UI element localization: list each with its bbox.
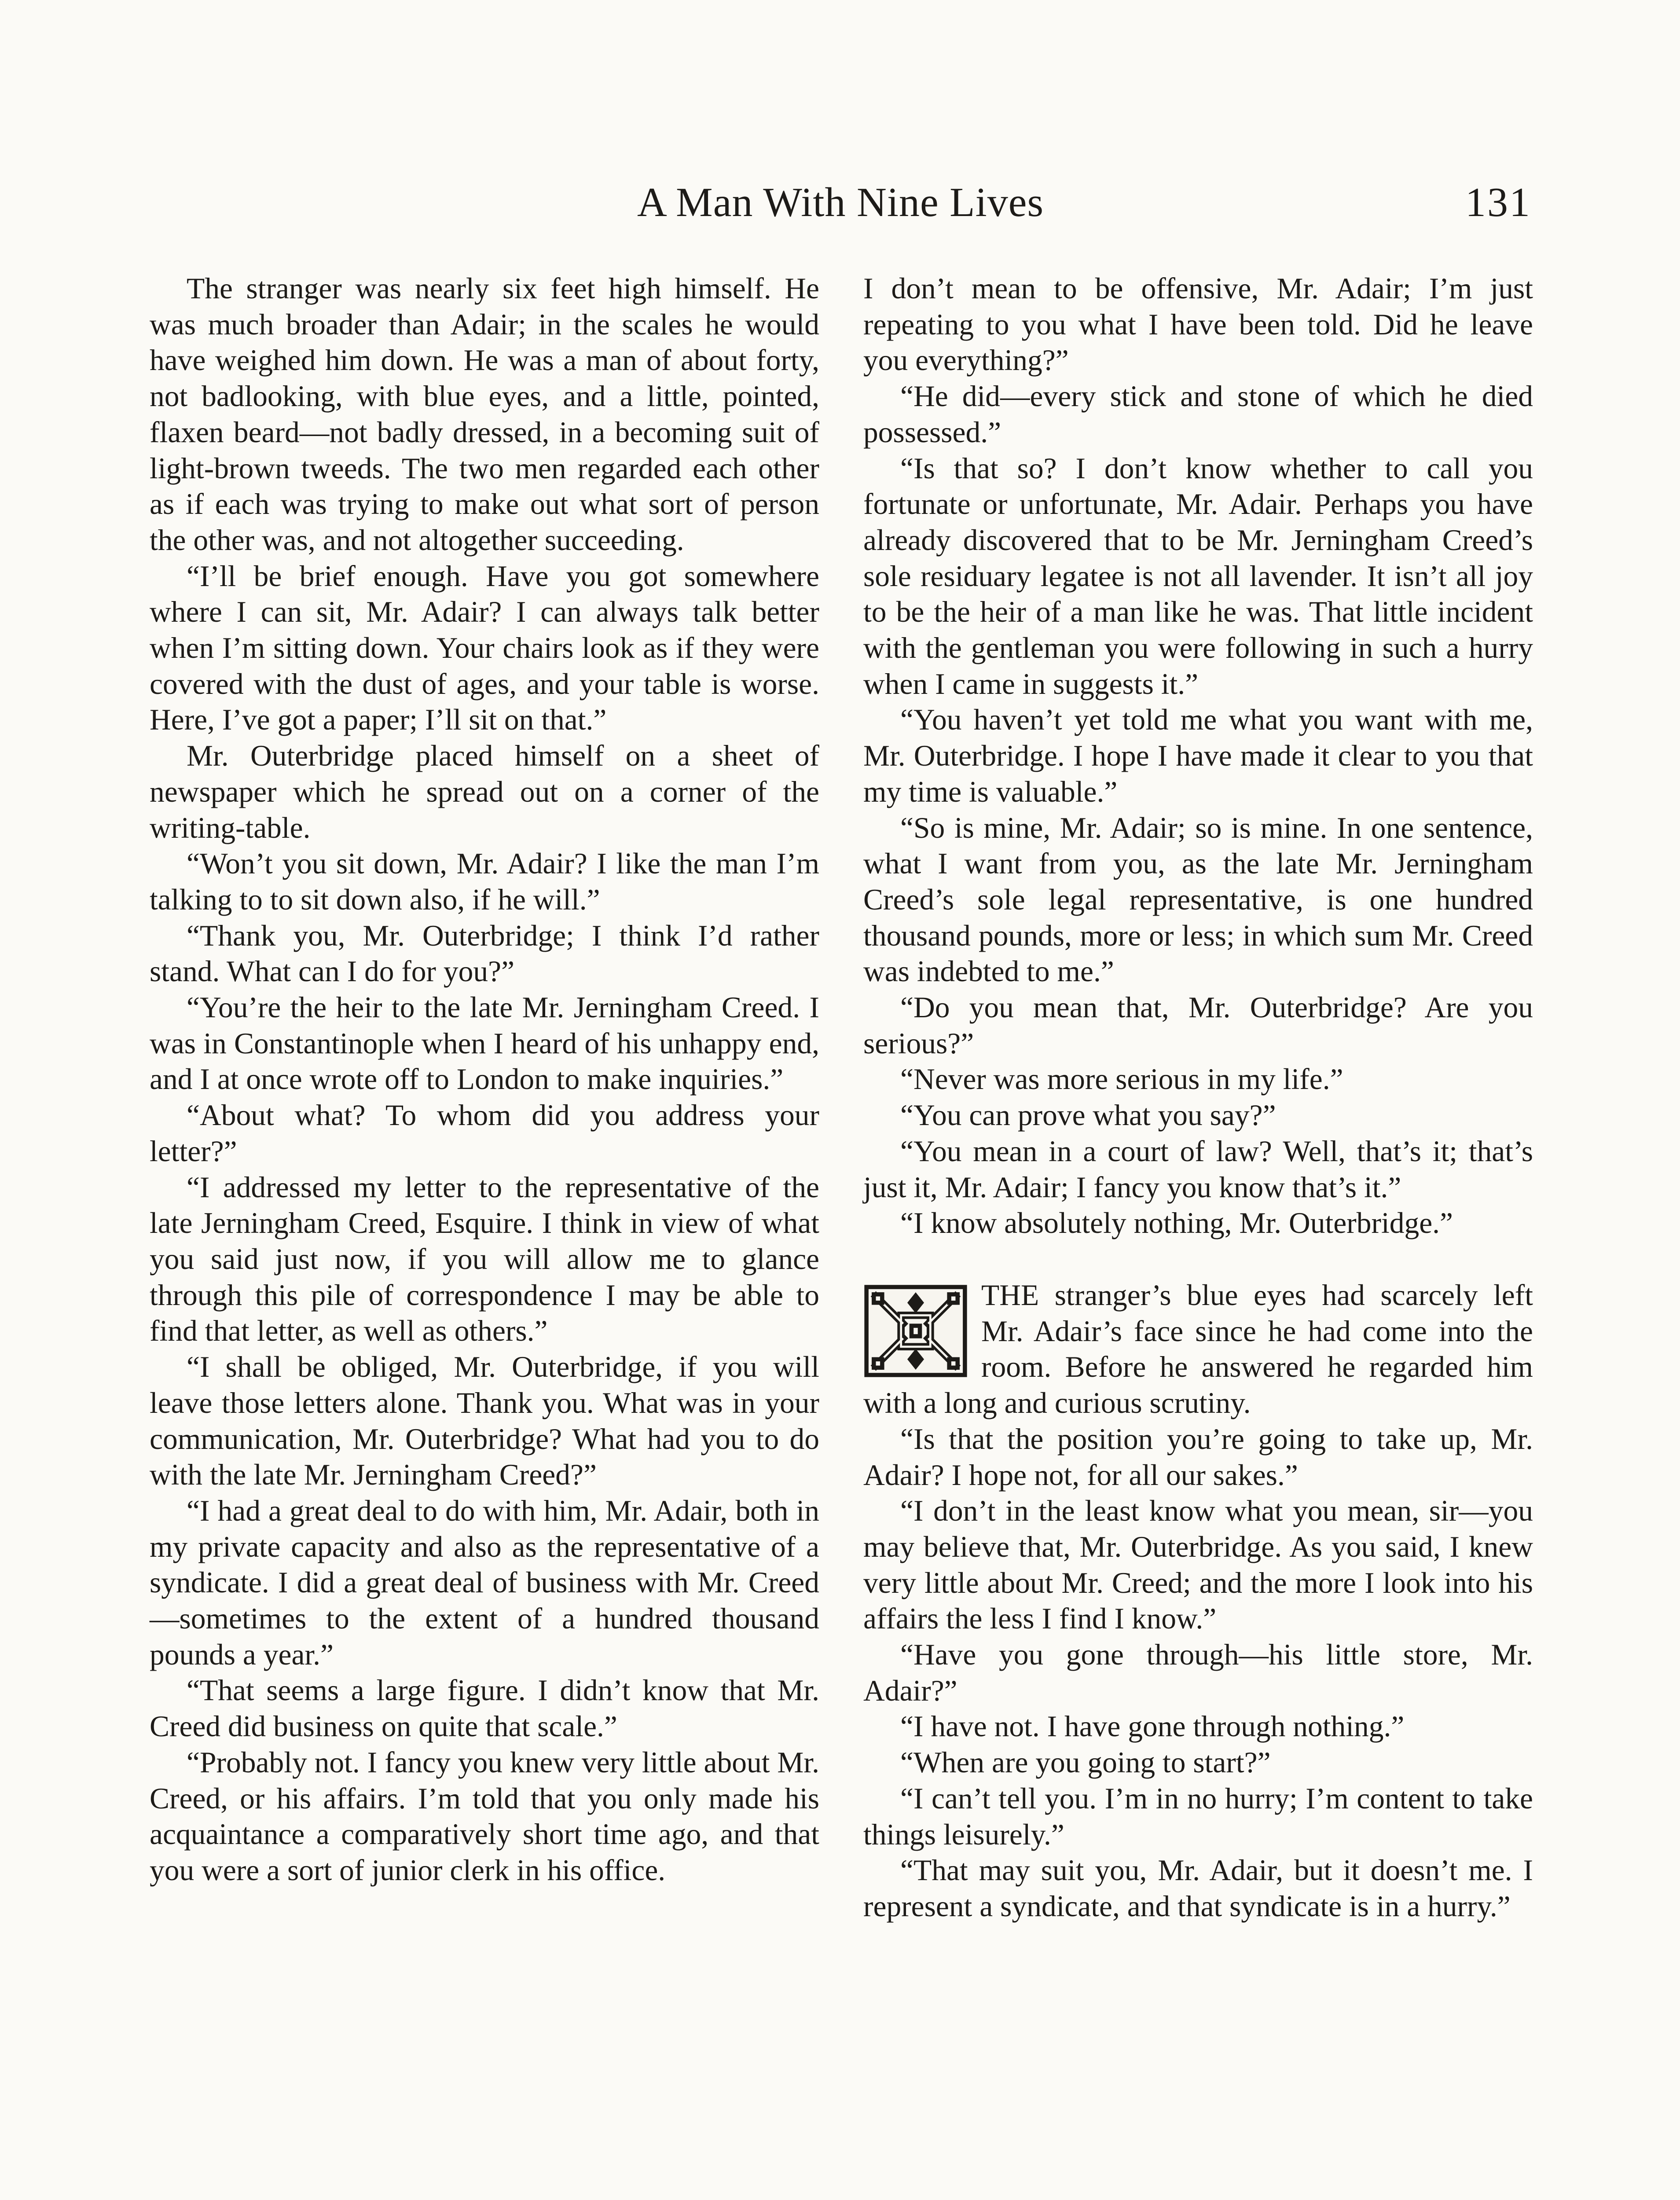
paragraph: “That seems a large figure. I didn’t know that Mr. Creed did business on quite that scale.” bbox=[150, 1674, 819, 1743]
section-break bbox=[863, 1241, 1533, 1277]
paragraph: “When are you going to start?” bbox=[900, 1746, 1271, 1779]
right-column bbox=[863, 271, 1533, 1925]
paragraph: “Do you mean that, Mr. Outerbridge? Are you serious?” bbox=[863, 991, 1533, 1060]
paragraph: “Probably not. I fancy you knew very little about Mr. Creed, or his affairs. I’m told that you only made his acquaintance a comparatively short time ago, and that you were a sort of junior clerk in his office. bbox=[150, 1745, 819, 1887]
paragraph: “I can’t tell you. I’m in no hurry; I’m content to take things leisurely.” bbox=[863, 1782, 1533, 1851]
paragraph: “Is that the position you’re going to take up, Mr. Adair? I hope not, for all our sakes.” bbox=[863, 1422, 1533, 1492]
dropcap-paragraph-text: THE stranger’s blue eyes had scarcely left Mr. Adair’s face since he had come into the room. Before he answered he regarded him with a long and curious scrutiny. bbox=[863, 1278, 1533, 1420]
paragraph: “You’re the heir to the late Mr. Jerningham Creed. I was in Constantinople when I heard of his unhappy end, and I at once wrote off to London to make inquiries.” bbox=[150, 991, 819, 1096]
paragraph: “He did—every stick and stone of which he died possessed.” bbox=[863, 380, 1533, 449]
paragraph-continued: I don’t mean to be offensive, Mr. Adair; I’m just repeating to you what I have been told. Did he leave you everything?” bbox=[863, 272, 1533, 377]
paragraph: “You can prove what you say?” bbox=[900, 1099, 1276, 1132]
celtic-knot-ornament-icon bbox=[863, 1283, 968, 1379]
paragraph: “About what? To whom did you address your letter?” bbox=[150, 1099, 819, 1168]
paragraph: “You mean in a court of law? Well, that’s it; that’s just it, Mr. Adair; I fancy you know that’s it.” bbox=[863, 1134, 1533, 1204]
paragraph: “That may suit you, Mr. Adair, but it doesn’t me. I represent a syndicate, and that syndicate is in a hurry.” bbox=[863, 1854, 1533, 1923]
paragraph: “I have not. I have gone through nothing.” bbox=[900, 1710, 1405, 1743]
page-number: 131 bbox=[1465, 180, 1531, 225]
running-title: A Man With Nine Lives bbox=[637, 180, 1044, 225]
paragraph: “Won’t you sit down, Mr. Adair? I like the man I’m talking to to sit down also, if he will.” bbox=[150, 847, 819, 916]
paragraph: Mr. Outerbridge placed himself on a sheet of newspaper which he spread out on a corner of the writing-table. bbox=[150, 739, 819, 844]
paragraph: “Is that so? I don’t know whether to call you fortunate or unfortunate, Mr. Adair. Perhaps you have already discovered that to be Mr. Jerningham Creed’s sole residuary legatee is not all lavender. It isn’t all joy to be the heir of a man like he was. That little incident with the gentleman you were following in such a hurry when I came in suggests it.” bbox=[863, 451, 1533, 700]
paragraph: “I know absolutely nothing, Mr. Outerbridge.” bbox=[900, 1206, 1453, 1240]
paragraph: “I had a great deal to do with him, Mr. Adair, both in my private capacity and also as the representative of a syndicate. I did a great deal of business with Mr. Creed —sometimes to the extent of a hundred thousand pounds a year.” bbox=[150, 1494, 819, 1671]
paragraph: “I addressed my letter to the representative of the late Jerningham Creed, Esquire. I think in view of what you said just now, if you will allow me to glance through this pile of correspondence I may be able to find that letter, as well as others.” bbox=[150, 1170, 819, 1348]
paragraph: The stranger was nearly six feet high himself. He was much broader than Adair; in the scales he would have weighed him down. He was a man of about forty, not badlooking, with blue eyes, and a little, pointed, flaxen beard—not badly dressed, in a becoming suit of light-brown tweeds. The two men regarded each other as if each was trying to make out what sort of person the other was, and not altogether succeeding. bbox=[150, 272, 819, 557]
paragraph: “You haven’t yet told me what you want with me, Mr. Outerbridge. I hope I have made it clear to you that my time is valuable.” bbox=[863, 703, 1533, 808]
paragraph: “I shall be obliged, Mr. Outerbridge, if you will leave those letters alone. Thank you. What was in your communication, Mr. Outerbridge? What had you to do with the late Mr. Jerningham Creed?” bbox=[150, 1350, 819, 1492]
paragraph: “I don’t in the least know what you mean, sir—you may believe that, Mr. Outerbridge. As you said, I knew very little about Mr. Creed; and the more I look into his affairs the less I find I know.” bbox=[863, 1494, 1533, 1635]
left-column bbox=[150, 271, 819, 1888]
paragraph: “Have you gone through—his little store, Mr. Adair?” bbox=[863, 1638, 1533, 1707]
dropcap-paragraph bbox=[863, 1277, 1533, 1421]
page-header bbox=[150, 176, 1531, 238]
paragraph: “So is mine, Mr. Adair; so is mine. In one sentence, what I want from you, as the late Mr. Jerningham Creed’s sole legal representative, is one hundred thousand pounds, more or less; in which sum Mr. Creed was indebted to me.” bbox=[863, 811, 1533, 988]
paragraph: “Never was more serious in my life.” bbox=[900, 1063, 1343, 1096]
paragraph: “I’ll be brief enough. Have you got somewhere where I can sit, Mr. Adair? I can always talk better when I’m sitting down. Your chairs look as if they were covered with the dust of ages, and your table is worse. Here, I’ve got a paper; I’ll sit on that.” bbox=[150, 559, 819, 737]
paragraph: “Thank you, Mr. Outerbridge; I think I’d rather stand. What can I do for you?” bbox=[150, 919, 819, 988]
